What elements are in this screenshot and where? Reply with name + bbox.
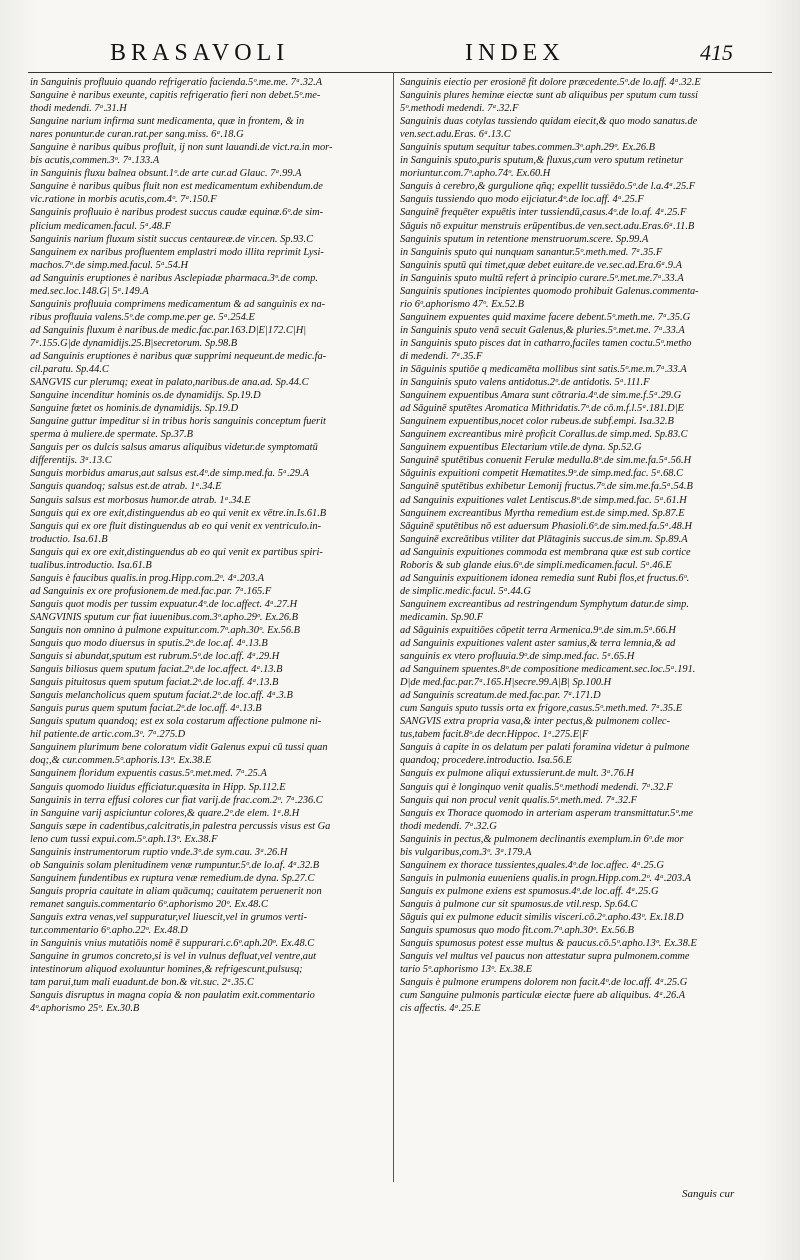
index-line: Sanguis sæpe in cadentibus,calcitratis,in palestra percussis visus est Ga (30, 820, 331, 832)
index-line: Sanguinis sputum in retentione menstruorum.scere. Sp.99.A (400, 233, 649, 245)
index-line: Sanguis spumosus potest esse multus & paucus.cō.5ᵒ.apho.13ᵒ. Ex.38.E (400, 938, 697, 950)
index-line: in Sanguinis sputo valens antidotus.2ᵒ.de antidotis. 5ᵃ.111.F (400, 377, 650, 389)
index-line: Sanguis pituitosus quem sputum faciat.2ᵒ.de loc.aff. 4ᵃ.13.B (30, 677, 279, 689)
index-line: Sanguis ex pulmone exiens est spumosus.4ᵒ.de loc.aff. 4ᵃ.25.G (400, 885, 659, 897)
index-line: Sanguinem expuentes quid maxime facere debent.5ᵒ.meth.me. 7ᵃ.35.G (400, 311, 691, 323)
index-line: in Sanguine varij aspiciuntur colores,& quare.2ᵒ.de elem. 1ᵃ.8.H (30, 807, 300, 819)
index-line: cis affectis. 4ᵃ.25.E (400, 1003, 481, 1015)
index-line: tario 5ᵒ.aphorismo 13ᵒ. Ex.38.E (400, 964, 533, 976)
index-line: in Sanguinis sputo multū refert à principio curare.5ᵒ.met.me.7ᵃ.33.A (400, 272, 684, 284)
index-line: sperma à muliere.de spermate. Sp.37.B (30, 429, 193, 441)
index-line: in Sanguinis sputo qui nunquam sanantur.5ᵒ.meth.med. 7ᵃ.35.F (400, 246, 663, 258)
index-line: 4ᵒ.aphorismo 25ᵒ. Ex.30.B (30, 1003, 140, 1015)
index-line: Sanguinē frequēter expuētis inter tussiendū,casus.4ᵒ.de lo.af. 4ᵃ.25.F (400, 207, 687, 219)
index-line: Sanguinem ex naribus profluentem emplastri modo illita reprimit Lysi- (30, 246, 324, 258)
index-line: nares ponuntur.de curan.rat.per sang.miss. 6ᵃ.18.G (30, 129, 244, 141)
index-line: rio 6ᵒ.aphorismo 47ᵒ. Ex.52.B (400, 298, 524, 310)
index-line: Sanguis biliosus quem sputum faciat.2ᵒ.de loc.affect. 4ᵃ.13.B (30, 664, 283, 676)
index-line: Sanguis qui è longinquo venit qualis.5ᵒ.methodi medendi. 7ᵃ.32.F (400, 781, 673, 793)
index-line: Sāguinis expuitioni competit Hæmatites.9ᵒ.de simp.med.fac. 5ᵃ.68.C (400, 468, 684, 480)
index-line: intestinorum aliquod exoluuntur homines,& refrigescunt,pulsusq; (30, 964, 303, 976)
index-line: Sanguis quomodo liuidus efficiatur.quæsita in Hipp. Sp.112.E (30, 781, 286, 793)
index-line: in Sanguinis fluxu balnea obsunt.1ᵒ.de arte cur.ad Glauc. 7ᵃ.99.A (30, 168, 302, 180)
index-line: tualibus.introductio. Isa.61.B (30, 559, 152, 571)
index-line: Sanguis morbidus amarus,aut salsus est.4ᵒ.de simp.med.fa. 5ᵃ.29.A (30, 468, 310, 480)
index-line: in Sanguinis vnius mutatiōis nomē ē suppurari.c.6ᵒ.aph.20ᵒ. Ex.48.C (30, 938, 315, 950)
index-line: ad Sanguinis expuitiones commoda est membrana quæ est sub cortice (400, 546, 691, 558)
header-rule (28, 72, 772, 73)
index-line: ven.sect.adu.Eras. 6ᵃ.13.C (400, 129, 511, 141)
index-line: Sanguis vel multus vel paucus non attestatur supra pulmonem.comme (400, 951, 690, 963)
index-line: Sanguis à cerebro,& gurgulione qñq; expellit tussiēdo.5ᵒ.de l.a.4ᵃ.25.F (400, 181, 696, 193)
index-line: Sanguinis sputum sequitur tabes.commen.3ᵒ.aph.29ᵒ. Ex.26.B (400, 142, 656, 154)
index-line: moriuntur.com.7ᵒ.apho.74ᵒ. Ex.60.H (400, 168, 551, 180)
index-line: Sanguis qui ex ore exit,distinguendus ab eo qui venit ex vētre.in.Is.61.B (30, 507, 327, 519)
index-line: Sanguinem fundentibus ex ruptura venæ remedium.de dyna. Sp.27.C (30, 872, 315, 884)
index-line: ad Sanguinis expuitiones valent aster samius,& terra lemnia,& ad (400, 638, 676, 650)
index-line: Sanguinem expuentibus Amara sunt cōtraria.4ᵒ.de sim.me.f.5ᵃ.29.G (400, 390, 682, 402)
index-line: ad Sanguinis eruptiones è naribus Asclepiadæ pharmaca.3ᵒ.de comp. (30, 272, 318, 284)
index-line: Sanguine narium infirma sunt medicamenta, quæ in frontem, & in (30, 116, 305, 128)
index-line: hil patiente.de artic.com.3ᵒ. 7ᵃ.275.D (30, 729, 186, 741)
index-line: Sanguis per os dulcis salsus amarus aliquibus videtur.de symptomatū (30, 442, 318, 454)
index-line: vic.ratione in morbis acutis,com.4ᵒ. 7ᵃ.150.F (30, 194, 217, 206)
index-line: ad Sāguinis expuitiōes cōpetit terra Armenica.9ᵒ.de sim.m.5ᵃ.66.H (400, 624, 676, 636)
page-number: 415 (700, 40, 733, 65)
index-line: Sanguis extra venas,vel suppuratur,vel liuescit,vel in grumos verti- (30, 912, 308, 923)
index-line: Sanguis qui non procul venit qualis.5ᵒ.meth.med. 7ᵃ.32.F (400, 794, 638, 806)
index-line: ad Sanguinem spuentes.8ᵒ.de compositione medicament.sec.loc.5ᵃ.191. (400, 664, 696, 676)
index-line: in Sanguinis sputo pisces dat in catharro,faciles tamen coctu.5ᵒ.metho (400, 337, 692, 349)
index-line: Sanguis ex pulmone aliqui extussierunt.de mult. 3ᵃ.76.H (400, 768, 634, 780)
index-line: remanet sanguis.commentario 6ᵒ.aphorismo 20ᵒ. Ex.48.C (30, 898, 268, 910)
index-line: Sanguinis instrumentorum ruptio vnde.3ᵒ.de sym.cau. 3ᵃ.26.H (30, 846, 288, 858)
left-column (30, 76, 390, 1015)
index-line: in Sāguinis sputiōe q medicamēta mollibus sint satis.5ᵒ.me.m.7ᵃ.33.A (400, 364, 687, 376)
index-line: Sanguis purus quem sputum faciat.2ᵒ.de loc.aff. 4ᵃ.13.B (30, 703, 262, 715)
index-line: 5ᵒ.methodi medendi. 7ᵃ.32.F (400, 103, 519, 115)
index-line: leno cum tussi expui.com.5ᵒ.aph.13ᵒ. Ex.38.F (30, 833, 218, 845)
index-line: cil.paratu. Sp.44.C (30, 364, 109, 376)
index-line: Sanguinem expuentibus,nocet color rubeus.de subf.empi. Isa.32.B (400, 416, 674, 428)
index-line: Sanguis qui ex ore exit,distinguendus ab eo qui venit ex partibus spiri- (30, 546, 323, 558)
right-column (400, 76, 760, 1015)
index-line: sanguinis ex vtero profluuia.9ᵒ.de simp.med.fac. 5ᵃ.65.H (400, 651, 635, 663)
index-line: Sanguinis sputū qui timet,quæ debet euitare.de ve.sec.ad.Era.6ᵃ.9.A (400, 259, 682, 271)
index-line: Sanguinis profluuio è naribus prodest succus caudæ equinæ.6ᵒ.de sim- (30, 207, 324, 219)
index-line: Roboris & sub glande eius.6ᵒ.de simpli.medicamen.facul. 5ᵃ.46.E (400, 559, 672, 571)
index-line: Sāguis qui ex pulmone educit similis visceri.cō.2ᵒ.apho.43ᵒ. Ex.18.D (400, 912, 684, 923)
index-line: ad Sāguinē sputētes Aromatica Mithridatis.7ᵒ.de cō.m.f.l.5ᵃ.181.D|E (400, 403, 684, 415)
index-line: SANGVIS extra propria vasa,& inter pectus,& pulmonem collec- (400, 716, 671, 728)
index-line: Sanguis si abundat,sputum est rubrum.5ᵒ.de loc.aff. 4ᵃ.29.H (30, 651, 280, 663)
index-line: di medendi. 7ᵃ.35.F (400, 350, 483, 362)
index-line: ad Sanguinis expuitiones valet Lentiscus.8ᵒ.de simp.med.fac. 5ᵃ.61.H (400, 494, 687, 506)
index-line: cum Sanguine pulmonis particulæ eiectæ fuere ab aliquibus. 4ᵃ.26.A (400, 990, 686, 1002)
index-line: Sanguis in pulmonia euueniens qualis.in progn.Hipp.com.2ᵒ. 4ᵃ.203.A (400, 872, 692, 884)
index-line: thodi medendi. 7ᵃ.31.H (30, 103, 127, 115)
index-line: Sanguis spumosus quo modo fit.com.7ᵒ.aph.30ᵒ. Ex.56.B (400, 925, 634, 937)
index-line: ad Sanguinis screatum.de med.fac.par. 7ᵃ.171.D (400, 690, 601, 702)
index-line: Sanguinis duas cotylas tussiendo quidam eiecit,& quo modo sanatus.de (400, 116, 698, 128)
index-line: quandoq; procedere.introductio. Isa.56.E (400, 755, 572, 767)
index-line: SANGVIS cur plerumq; exeat in palato,naribus.de ana.ad. Sp.44.C (30, 377, 309, 389)
index-line: Sanguinem excreantibus Myrtha remedium est.de simp.med. Sp.87.E (400, 507, 685, 519)
index-line: ad Sanguinis ex ore profusionem.de med.fac.par. 7ᵃ.165.F (30, 585, 272, 597)
index-line: Sanguinem plurimum bene coloratum vidit Galenus expui cū tussi quan (30, 742, 328, 754)
index-line: Sanguis sputum quandoq; est ex sola costarum affectione pulmone ni- (30, 716, 322, 728)
index-line: SANGVINIS sputum cur fiat iuuenibus.com.3ᵒ.apho.29ᵒ. Ex.26.B (30, 611, 298, 623)
index-line: Sanguinis sputiones incipientes quomodo prohibuit Galenus.commenta- (400, 285, 699, 297)
index-line: in Sanguinis sputo venā secuit Galenus,& pluries.5ᵒ.met.me. 7ᵃ.33.A (400, 324, 685, 336)
index-line: Sanguis à pulmone cur sit spumosus.de vtil.resp. Sp.64.C (400, 898, 638, 910)
index-line: bis acutis,commen.3ᵒ. 7ᵃ.133.A (30, 155, 160, 167)
index-line: in Sanguinis profluuio quando refrigeratio facienda.5ᵒ.me.me. 7ᵃ.32.A (30, 77, 323, 88)
index-line: Sanguis è faucibus qualis.in prog.Hipp.com.2ᵒ. 4ᵃ.203.A (30, 572, 265, 584)
index-line: Sanguis non omnino à pulmone expuitur.com.7ᵒ.aph.30ᵒ. Ex.56.B (30, 624, 301, 636)
index-line: Sanguis disruptus in magna copia & non paulatim exit.commentario (30, 990, 315, 1002)
index-line: thodi medendi. 7ᵃ.32.G (400, 820, 497, 832)
index-line: Sāguis nō expuitur menstruis erūpentibus.de ven.sect.adu.Eras.6ᵃ.11.B (400, 220, 695, 232)
index-line: Sanguinem excreantibus ad restringendum Symphytum datur.de simp. (400, 598, 689, 610)
index-line: Sanguinis narium fluxum sistit succus centaureæ.de vir.cen. Sp.93.C (30, 233, 314, 245)
index-line: Sanguinis profluuia comprimens medicamentum & ad sanguinis ex na- (30, 298, 326, 310)
index-line: 7ᵃ.155.G|de dynamidijs.25.B|secretorum. Sp.98.B (30, 337, 238, 349)
index-line: Sanguis quandoq; salsus est.de atrab. 1ᵃ.34.E (30, 481, 222, 493)
running-head (0, 36, 800, 76)
index-line: Sanguinē sputētibus conuenit Ferulæ medulla.8ᵒ.de sim.me.fa.5ᵃ.56.H (400, 455, 692, 467)
index-line: Sāguinē sputētibus nō est aduersum Phasioli.6ᵒ.de sim.med.fa.5ᵃ.48.H (400, 520, 692, 532)
index-line: de simplic.medic.facul. 5ᵃ.44.G (400, 585, 531, 597)
index-line: Sanguinem floridum expuentis casus.5ᵒ.met.med. 7ᵃ.25.A (30, 768, 267, 780)
index-line: Sanguine è naribus quibus profluit, ij non sunt lauandi.de vict.ra.in mor- (30, 142, 333, 154)
index-line: Sanguine guttur impeditur si in tribus horis sanguinis conceptum fuerit (30, 416, 326, 428)
index-line: Sanguis ex Thorace quomodo in arteriam asperam transmittatur.5ᵒ.me (400, 807, 694, 819)
index-line: plicium medicamen.facul. 5ᵃ.48.F (30, 220, 171, 232)
index-line: Sanguinis in terra effusi colores cur fiat varij.de frac.com.2ᵒ. 7ᵃ.236.C (30, 794, 323, 806)
index-line: Sanguinē sputētibus exhibetur Lemonij fructus.7ᵒ.de sim.me.fa.5ᵃ.54.B (400, 481, 693, 493)
running-head-author: BRASAVOLI (110, 40, 290, 66)
catchword: Sanguis cur (682, 1188, 735, 1200)
index-line: med.sec.loc.148.G| 5ᵃ.149.A (30, 285, 149, 297)
index-line: machos.7ᵒ.de simp.med.facul. 5ᵃ.54.H (30, 259, 189, 271)
index-line: Sanguis salsus est morbosus humor.de atrab. 1ᵃ.34.E (30, 494, 251, 506)
index-line: Sanguis quo modo diuersus in sputis.2ᵒ.de loc.af. 4ᵃ.13.B (30, 638, 268, 650)
running-head-title: INDEX (465, 40, 565, 66)
column-divider (393, 72, 394, 1182)
index-line: tur.commentario 6ᵒ.apho.22ᵒ. Ex.48.D (30, 925, 188, 937)
index-line: doq;,& cur.commen.5ᵒ.aphoris.13ᵒ. Ex.38.E (30, 755, 212, 767)
index-line: Sanguis melancholicus quem sputum faciat.2ᵒ.de loc.aff. 4ᵃ.3.B (30, 690, 293, 702)
index-line: Sanguine è naribus exeunte, capitis refrigeratio fieri non debet.5ᵒ.me- (30, 90, 321, 102)
index-line: D|de med.fac.par.7ᵃ.165.H|secre.99.A|B| Sp.100.H (400, 677, 612, 689)
index-line: tus,tabem facit.8ᵒ.de decr.Hippoc. 1ᵃ.275.E|F (400, 729, 589, 741)
index-line: Sanguinem excreantibus mirè proficit Corallus.de simp.med. Sp.83.C (400, 429, 688, 441)
index-line: in Sanguinis sputo,puris sputum,& fluxus,cum vero sputum retinetur (400, 155, 684, 167)
index-line: Sanguine incenditur hominis os.de dynamidijs. Sp.19.D (30, 390, 261, 402)
index-line: troductio. Isa.61.B (30, 533, 108, 545)
index-line: Sanguis quot modis per tussim expuatur.4ᵒ.de loc.affect. 4ᵃ.27.H (30, 598, 298, 610)
index-line: ad Sanguinis eruptiones è naribus quæ supprimi nequeunt.de medic.fa- (30, 350, 327, 362)
index-line: cum Sanguis sputo tussis orta ex frigore,casus.5ᵒ.meth.med. 7ᵃ.35.E (400, 703, 683, 715)
index-line: ribus profluuia valens.5ᵒ.de comp.me.per ge. 5ᵃ.254.E (30, 311, 255, 323)
index-line: ad Sanguinis expuitionem idonea remedia sunt Rubi flos,et fructus.6ᵒ. (400, 572, 690, 584)
index-line: Sanguinem expuentibus Electarium vtile.de dyna. Sp.52.G (400, 442, 642, 454)
index-line: Sanguine in grumos concreto,si is vel in vulnus defluat,vel ventre,aut (30, 951, 317, 963)
index-line: tam parui,tum mali euadunt.de bon.& vit.suc. 2ᵃ.35.C (30, 977, 254, 989)
index-line: bis vulgaribus,com.3ᵒ. 3ᵃ.179.A (400, 846, 532, 858)
index-line: Sanguinis in pectus,& pulmonem declinantis exemplum.in 6ᵒ.de mor (400, 833, 684, 845)
index-line: Sanguinis plures heminæ eiectæ sunt ab aliquibus per sputum cum tussi (400, 90, 699, 102)
index-line: Sanguinē excreātibus vtiliter dat Plātaginis succus.de sim.m. Sp.89.A (400, 533, 688, 545)
index-line: medicamin. Sp.90.F (400, 611, 484, 623)
index-line: Sanguis à capite in os delatum per palati foramina videtur à pulmone (400, 742, 690, 754)
index-line: Sanguine fœtet os hominis.de dynamidijs. Sp.19.D (30, 403, 239, 415)
index-line: Sanguinem ex thorace tussientes,quales.4ᵒ.de loc.affec. 4ᵃ.25.G (400, 859, 664, 871)
index-line: Sanguis è pulmone erumpens dolorem non facit.4ᵒ.de loc.aff. 4ᵃ.25.G (400, 977, 688, 989)
index-line: Sanguinis eiectio per erosionē fit dolore præcedente.5ᵒ.de lo.aff. 4ᵃ.32.E (400, 77, 701, 88)
index-line: differentijs. 3ᵃ.13.C (30, 455, 112, 467)
index-line: Sanguis propria cauitate in aliam quācumq; cauitatem peruenerit non (30, 885, 322, 897)
index-line: ob Sanguinis solam plenitudinem venæ rumpuntur.5ᵒ.de lo.af. 4ᵃ.32.B (30, 859, 320, 871)
index-line: Sanguis tussiendo quo modo eijciatur.4ᵒ.de loc.aff. 4ᵃ.25.F (400, 194, 644, 206)
index-line: Sanguis qui ex ore fluit distinguendus ab eo qui venit ex ventriculo.in- (30, 520, 322, 532)
index-line: ad Sanguinis fluxum è naribus.de medic.fac.par.163.D|E|172.C|H| (30, 324, 307, 336)
index-line: Sanguine è naribus quibus fluit non est medicamentum exhibendum.de (30, 181, 323, 193)
